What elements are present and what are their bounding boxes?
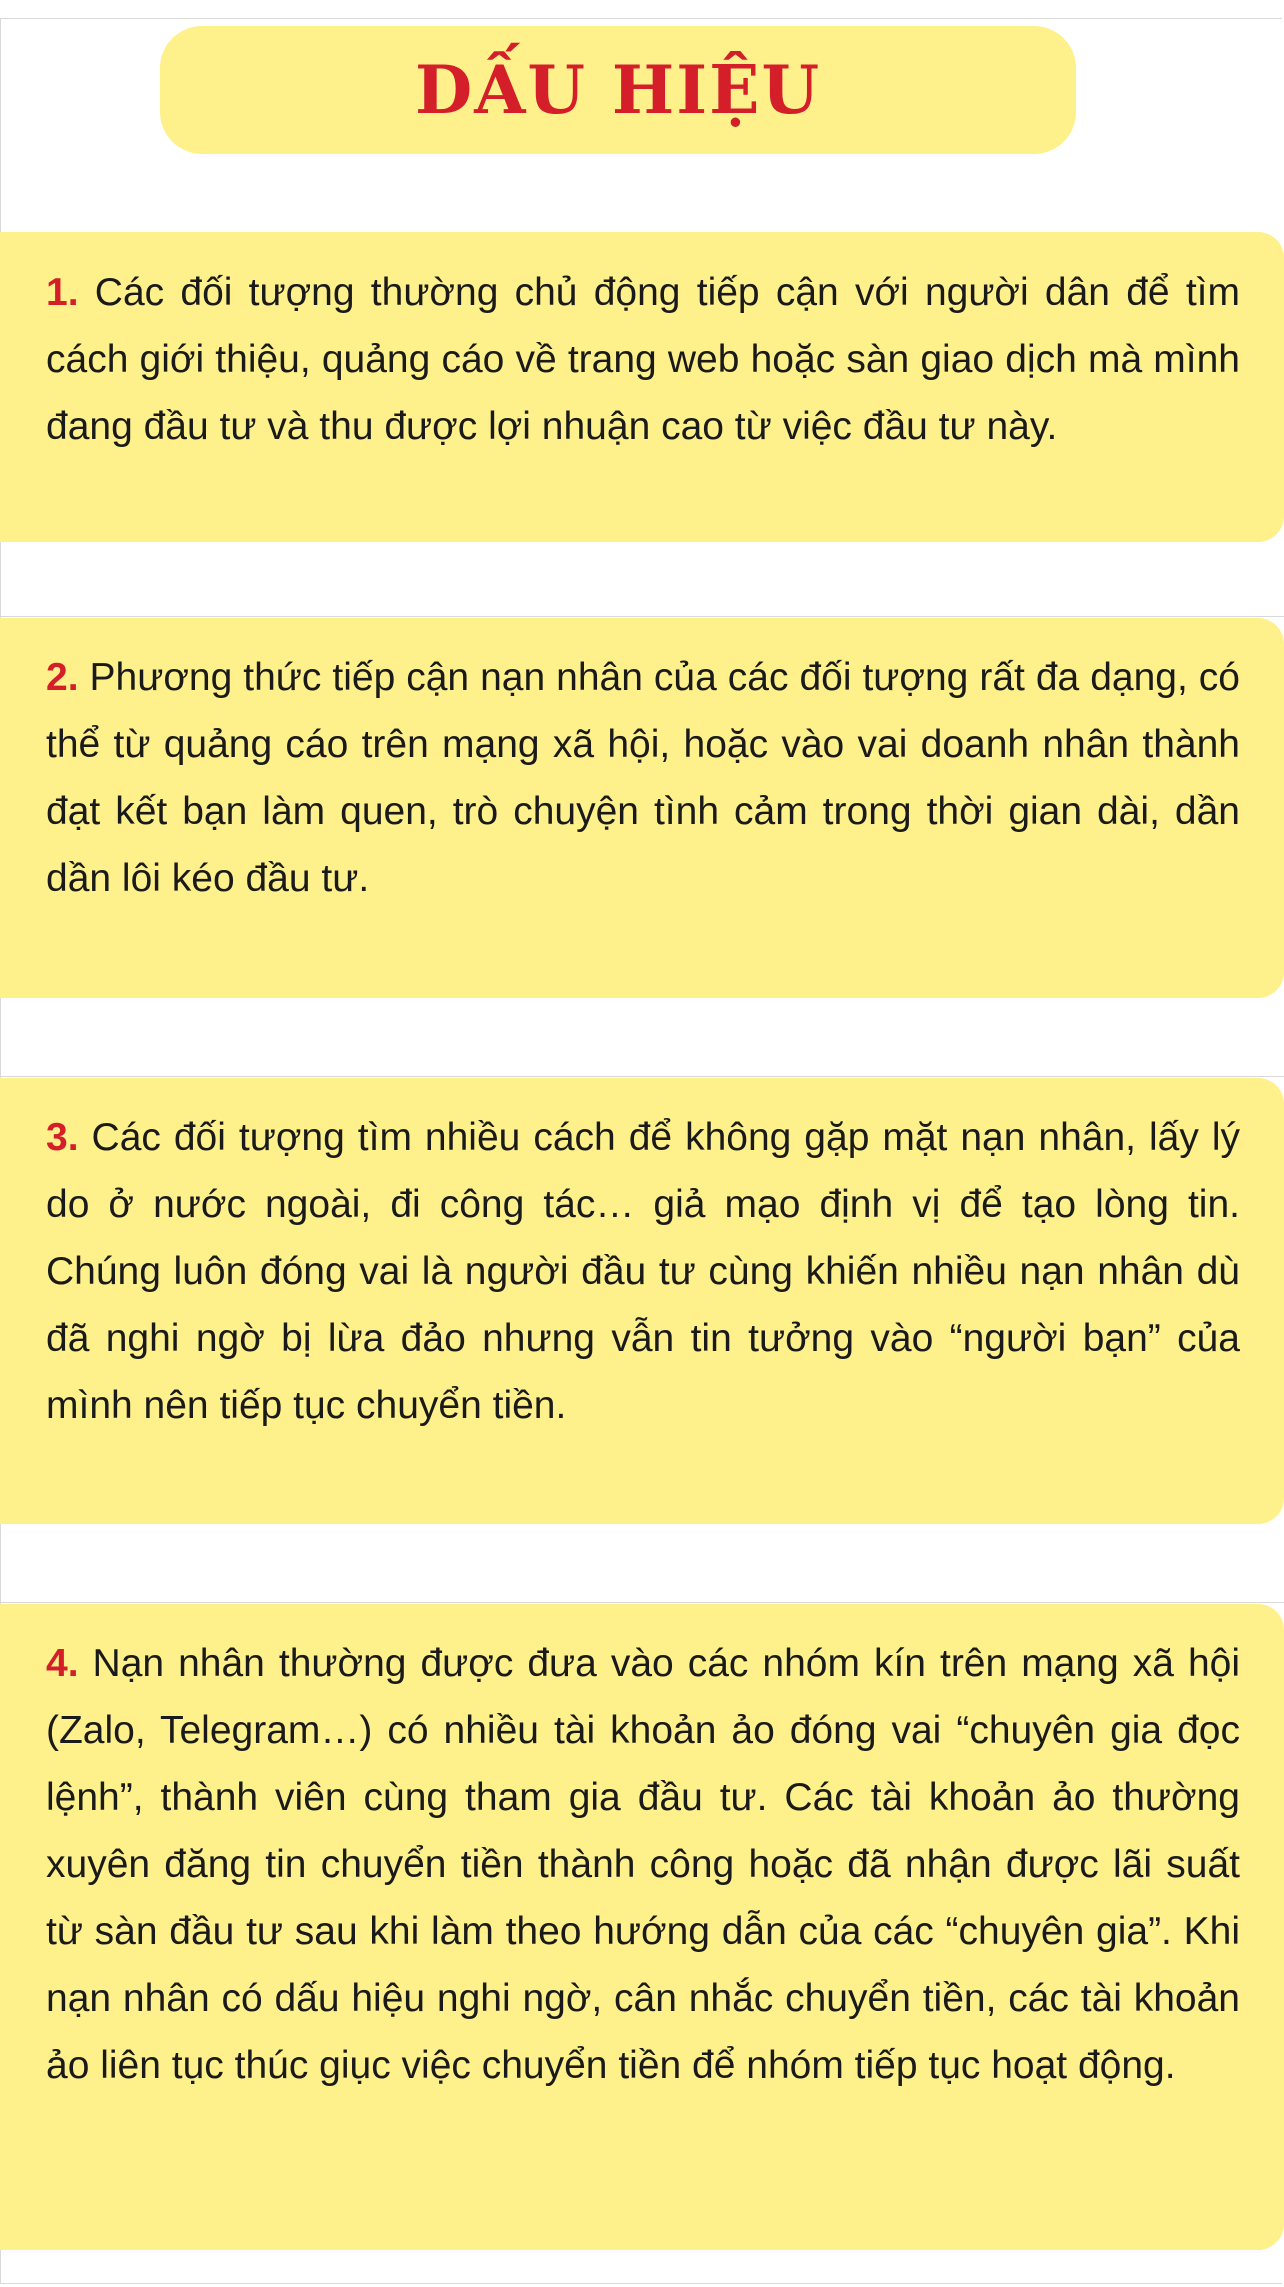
sign-text: Nạn nhân thường được đưa vào các nhóm kín trên mạng xã hội (Zalo, Telegram…) có nhiều tài khoản ảo đóng vai “chuyên gia đọc lệnh”, thành viên cùng tham gia đầu tư. Các tài khoản ảo thường xuyên đăng tin chuyển tiền thành công hoặc đã nhận được lãi suất từ sàn đầu tư sau khi làm theo hướng dẫn của các “chuyên gia”. Khi nạn nhân có dấu hiệu nghi ngờ, cân nhắc chuyển tiền, các tài khoản ảo liên tục thúc giục việc chuyển tiền để nhóm tiếp tục hoạt động. [46, 1642, 1240, 2087]
sign-number: 2. [46, 656, 79, 699]
sign-text: Các đối tượng tìm nhiều cách để không gặp mặt nạn nhân, lấy lý do ở nước ngoài, đi công tác… giả mạo định vị để tạo lòng tin. Chúng luôn đóng vai là người đầu tư cùng khiến nhiều nạn nhân dù đã nghi ngờ bị lừa đảo nhưng vẫn tin tưởng vào “người bạn” của mình nên tiếp tục chuyển tiền. [46, 1116, 1241, 1427]
divider [0, 616, 1284, 617]
sign-number: 1. [46, 271, 79, 314]
divider [0, 1076, 1284, 1077]
sign-card-3 [0, 1078, 1284, 1524]
sign-card-2 [0, 618, 1284, 998]
title-banner [160, 26, 1076, 154]
page-title: DẤU HIỆU [414, 51, 822, 129]
sign-number: 3. [46, 1116, 79, 1159]
sign-card-1 [0, 232, 1284, 542]
sign-text: Phương thức tiếp cận nạn nhân của các đối tượng rất đa dạng, có thể từ quảng cáo trên mạng xã hội, hoặc vào vai doanh nhân thành đạt kết bạn làm quen, trò chuyện tình cảm trong thời gian dài, dần dần lôi kéo đầu tư. [46, 656, 1240, 900]
sign-number: 4. [46, 1642, 79, 1685]
sign-card-4 [0, 1604, 1284, 2250]
divider [0, 1602, 1284, 1603]
sign-text: Các đối tượng thường chủ động tiếp cận với người dân để tìm cách giới thiệu, quảng cáo về trang web hoặc sàn giao dịch mà mình đang đầu tư và thu được lợi nhuận cao từ việc đầu tư này. [46, 271, 1240, 448]
